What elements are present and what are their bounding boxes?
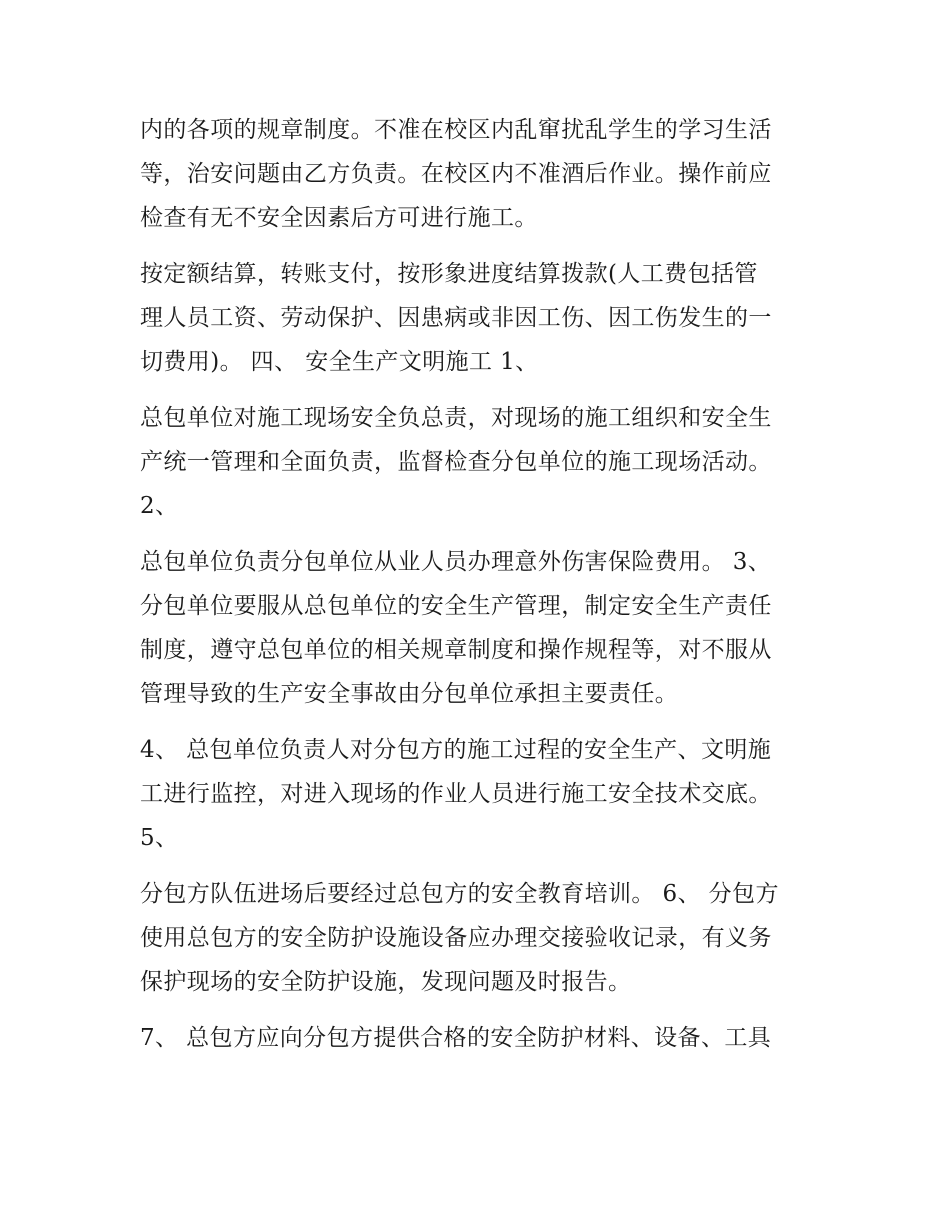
text-line: 切费用)。 四、 安全生产文明施工 1、 [140,349,539,375]
text-line: 管理导致的生产安全事故由分包单位承担主要责任。 [140,681,679,707]
text-line: 理人员工资、劳动保护、因患病或非因工伤、因工伤发生的一 [140,305,772,331]
paragraph [140,728,820,860]
paragraph [140,872,820,1004]
text-line: 7、 总包方应向分包方提供合格的安全防护材料、设备、工具 [140,1025,772,1051]
document-body [140,108,820,1060]
text-line: 检查有无不安全因素后方可进行施工。 [140,205,538,231]
text-line: 总包单位负责分包单位从业人员办理意外伤害保险费用。 3、 [140,549,772,575]
paragraph [140,396,820,528]
paragraph [140,1016,820,1060]
text-line: 内的各项的规章制度。不准在校区内乱窜扰乱学生的学习生活 [140,117,772,143]
paragraph [140,540,820,716]
text-line: 按定额结算，转账支付，按形象进度结算拨款(人工费包括管 [140,261,758,287]
text-line: 使用总包方的安全防护设施设备应办理交接验收记录，有义务 [140,925,772,951]
text-line: 分包方队伍进场后要经过总包方的安全教育培训。 6、 分包方 [140,881,779,907]
text-line: 工进行监控，对进入现场的作业人员进行施工安全技术交底。 [140,781,772,807]
text-line: 产统一管理和全面负责，监督检查分包单位的施工现场活动。 [140,449,772,475]
text-line: 5、 [140,825,179,851]
text-line: 总包单位对施工现场安全负总责，对现场的施工组织和安全生 [140,405,772,431]
text-line: 2、 [140,493,179,519]
text-line: 分包单位要服从总包单位的安全生产管理，制定安全生产责任 [140,593,772,619]
text-line: 等，治安问题由乙方负责。在校区内不准酒后作业。操作前应 [140,161,772,187]
paragraph [140,252,820,384]
paragraph [140,108,820,240]
text-line: 保护现场的安全防护设施，发现问题及时报告。 [140,969,632,995]
text-line: 制度，遵守总包单位的相关规章制度和操作规程等，对不服从 [140,637,772,663]
text-line: 4、 总包单位负责人对分包方的施工过程的安全生产、文明施 [140,737,772,763]
